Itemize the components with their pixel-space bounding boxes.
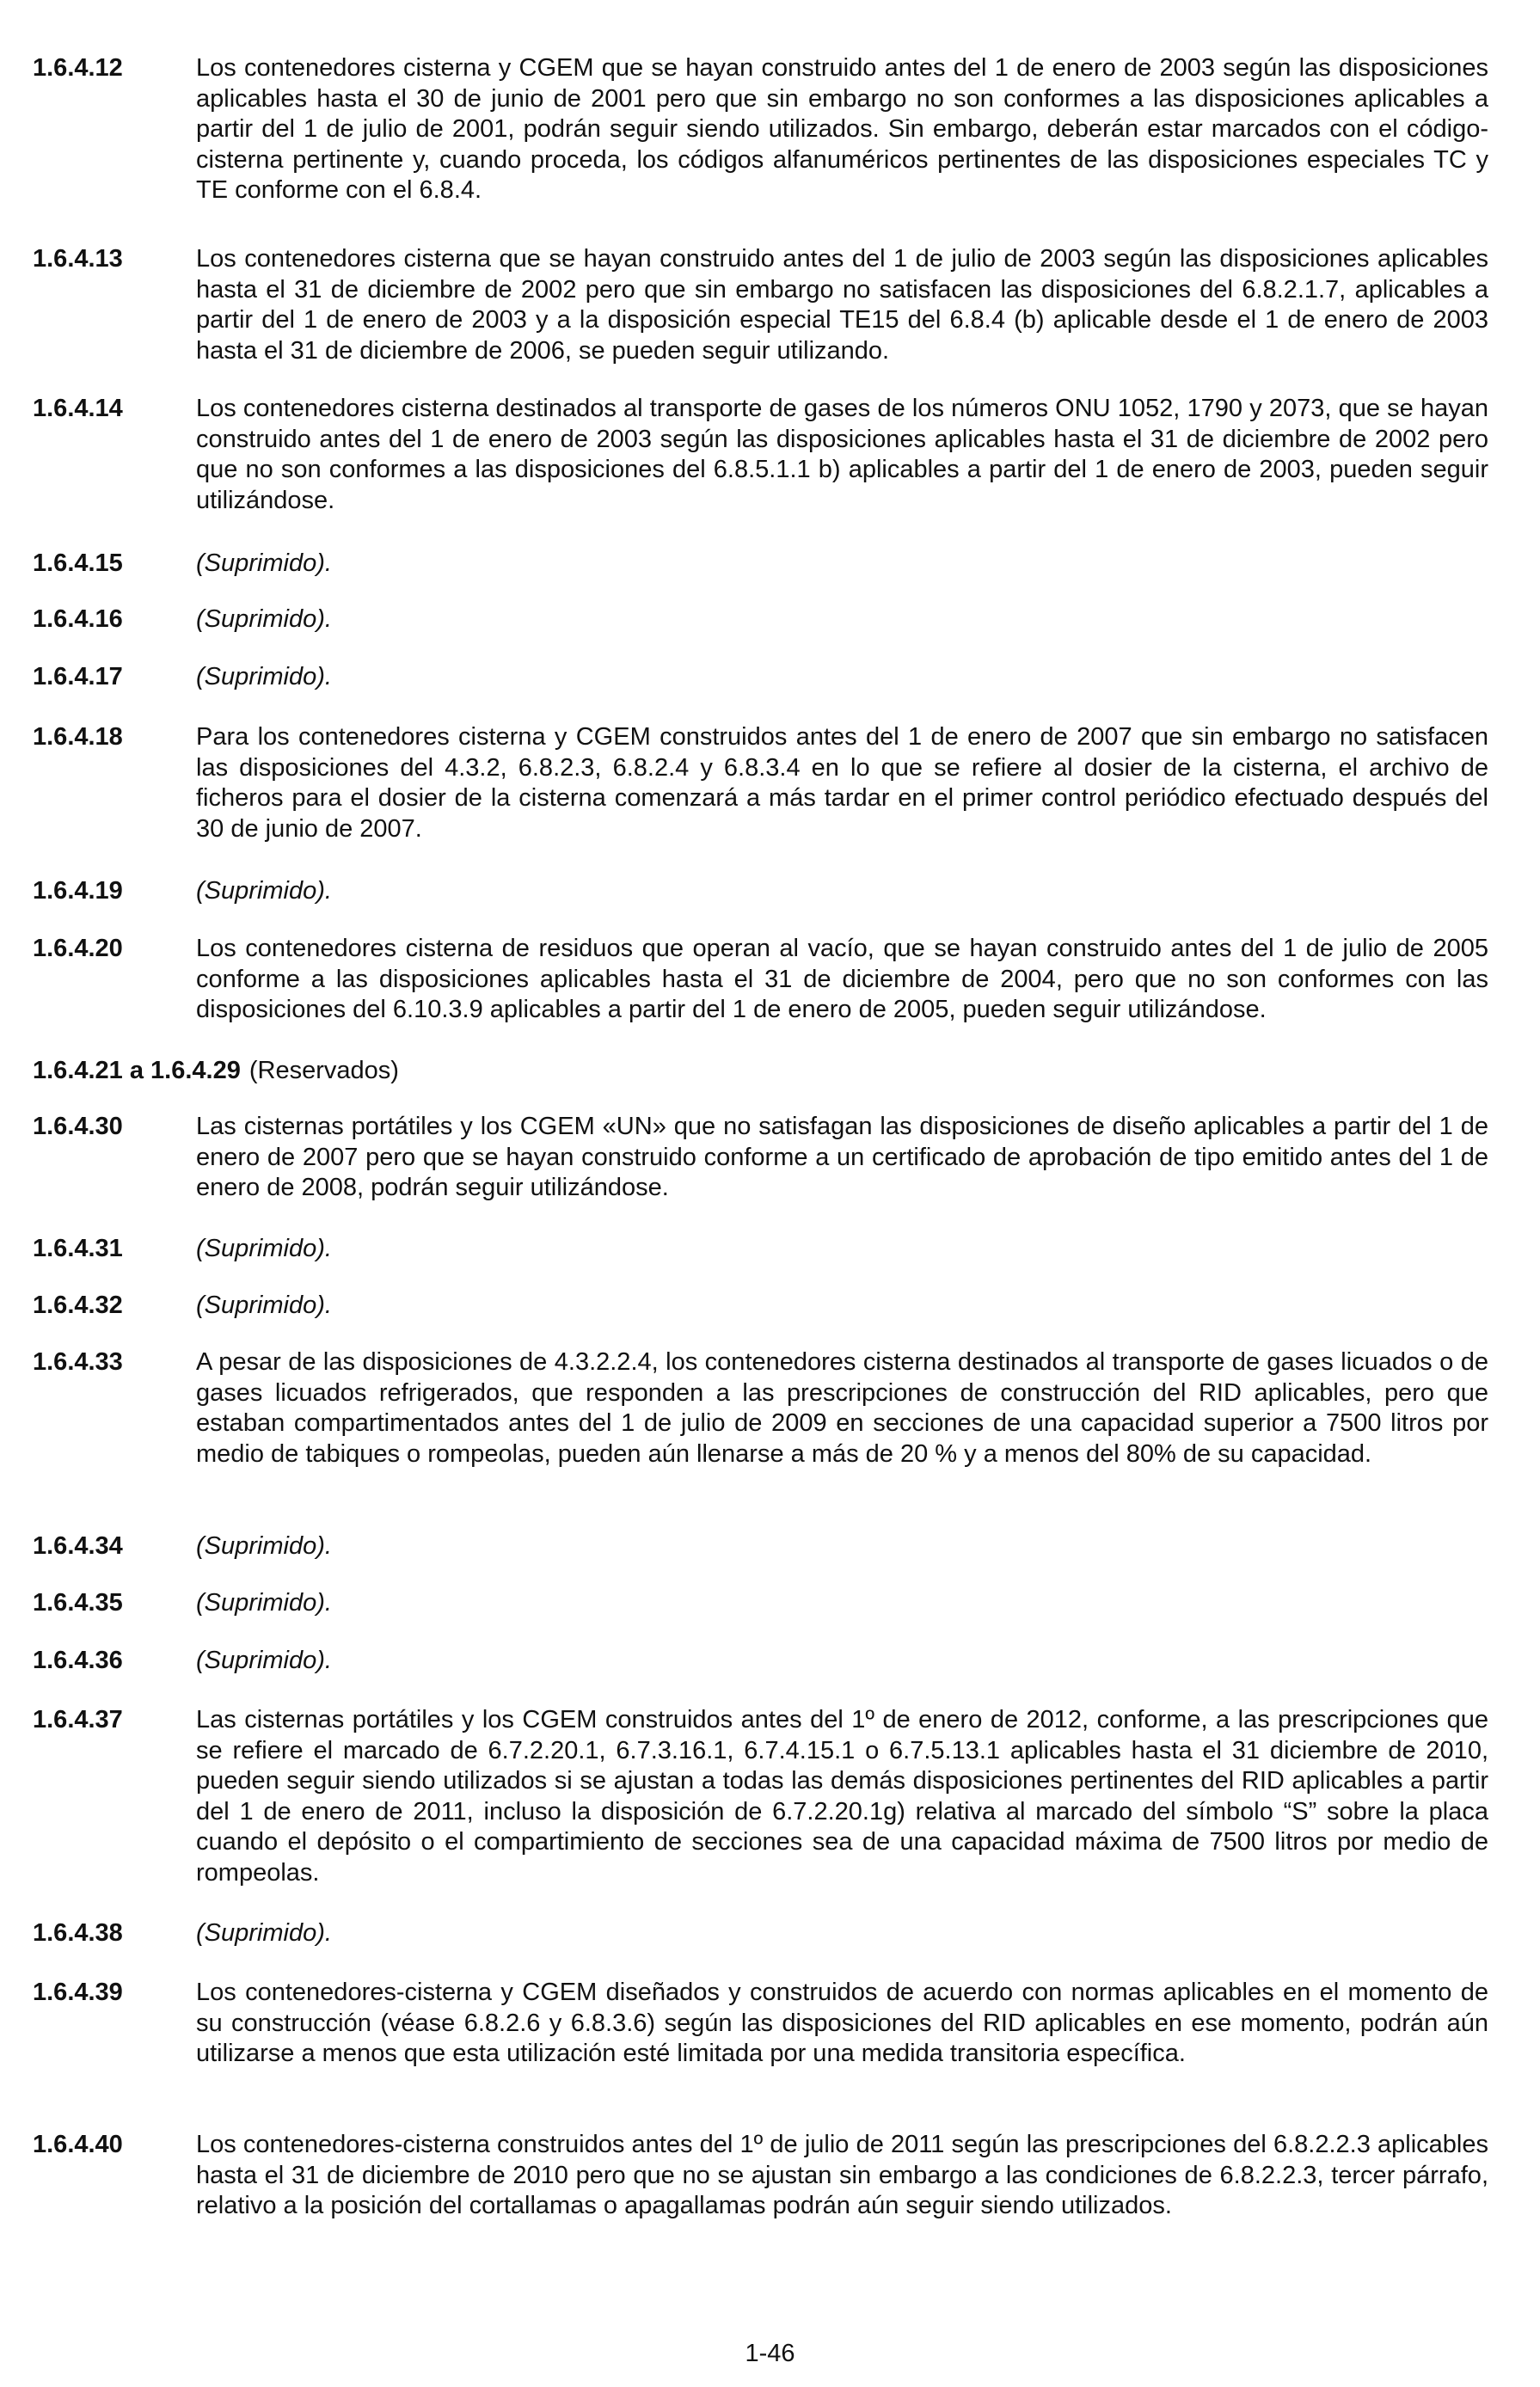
clause-text: (Suprimido).	[196, 1919, 332, 1947]
clause-number: 1.6.4.37	[33, 1706, 123, 1733]
clause-1-6-4-15	[33, 549, 1488, 580]
clause-1-6-4-16	[33, 604, 1488, 635]
clause-text: Los contenedores cisterna de residuos que operan al vacío, que se hayan construido antes del 1 de julio de 2005 conforme a las disposiciones aplicables hasta el 31 de diciembre de 2004, pero que no son conformes con las disposiciones del 6.10.3.9 aplicables a partir del 1 de enero de 2005, pueden seguir utilizándose.	[196, 935, 1488, 1023]
clause-number: 1.6.4.16	[33, 605, 123, 633]
clause-number: 1.6.4.39	[33, 1979, 123, 2006]
clause-text: Los contenedores cisterna y CGEM que se hayan construido antes del 1 de enero de 2003 según las disposiciones aplicables hasta el 30 de junio de 2001 pero que sin embargo no son conformes a las disposiciones aplicables a partir del 1 de julio de 2001, podrán seguir siendo utilizados. Sin embargo, deberán estar marcados con el código-cisterna pertinente y, cuando proceda, los códigos alfanuméricos pertinentes de las disposiciones especiales TC y TE conforme con el 6.8.4.	[196, 54, 1488, 204]
clause-1-6-4-32	[33, 1291, 1488, 1322]
clause-1-6-4-37	[33, 1705, 1488, 1888]
clause-1-6-4-39	[33, 1978, 1488, 2070]
clause-text: (Suprimido).	[196, 1235, 332, 1262]
clause-1-6-4-14	[33, 394, 1488, 516]
clause-number: 1.6.4.14	[33, 395, 123, 422]
clause-number: 1.6.4.17	[33, 663, 123, 690]
clause-text: (Suprimido).	[196, 663, 332, 690]
clause-number: 1.6.4.34	[33, 1532, 123, 1560]
clause-number: 1.6.4.35	[33, 1589, 123, 1617]
clause-number: 1.6.4.12	[33, 54, 123, 82]
clause-number: 1.6.4.21 a 1.6.4.29	[33, 1057, 241, 1084]
clause-1-6-4-31	[33, 1234, 1488, 1265]
clause-text: Los contenedores cisterna que se hayan construido antes del 1 de julio de 2003 según las disposiciones aplicables hasta el 31 de diciembre de 2002 pero que sin embargo no satisfacen las disposiciones del 6.8.2.1.7, aplicables a partir del 1 de enero de 2003 y a la disposición especial TE15 del 6.8.4 (b) aplicable desde el 1 de enero de 2003 hasta el 31 de diciembre de 2006, se pueden seguir utilizando.	[196, 245, 1488, 365]
clause-text: (Suprimido).	[196, 1292, 332, 1319]
clause-text: Las cisternas portátiles y los CGEM «UN» que no satisfagan las disposiciones de diseño aplicables a partir del 1 de enero de 2007 pero que se hayan construido conforme a un certificado de aprobación de tipo emitido antes del 1 de enero de 2008, podrán seguir utilizándose.	[196, 1113, 1488, 1201]
clause-number: 1.6.4.20	[33, 935, 123, 962]
clause-text: Los contenedores-cisterna construidos antes del 1º de julio de 2011 según las prescripciones del 6.8.2.2.3 aplicables hasta el 31 de diciembre de 2010 pero que no se ajustan sin embargo a las condiciones de 6.8.2.2.3, tercer párrafo, relativo a la posición del cortallamas o apagallamas podrán aún seguir siendo utilizados.	[196, 2131, 1488, 2219]
clause-1-6-4-17	[33, 662, 1488, 693]
clause-text: Las cisternas portátiles y los CGEM construidos antes del 1º de enero de 2012, conforme, a las prescripciones que se refiere el marcado de 6.7.2.20.1, 6.7.3.16.1, 6.7.4.15.1 o 6.7.5.13.1 aplicables hasta el 31 diciembre de 2010, pueden seguir siendo utilizados si se ajustan a todas las demás disposiciones pertinentes del RID aplicables a partir del 1 de enero de 2011, incluso la disposición de 6.7.2.20.1g) relativa al marcado del símbolo “S” sobre la placa cuando el depósito o el compartimiento de secciones sea de una capacidad máxima de 7500 litros por medio de rompeolas.	[196, 1706, 1488, 1887]
clause-number: 1.6.4.32	[33, 1292, 123, 1319]
clause-text: (Suprimido).	[196, 1589, 332, 1617]
clause-1-6-4-21-to-29	[33, 1056, 399, 1087]
clause-number: 1.6.4.33	[33, 1348, 123, 1376]
clause-text: (Suprimido).	[196, 877, 332, 905]
clause-text: A pesar de las disposiciones de 4.3.2.2.4, los contenedores cisterna destinados al transporte de gases licuados o de gases licuados refrigerados, que responden a las prescripciones de construcción del RID aplicables, pero que estaban compartimentados antes del 1 de julio de 2009 en secciones de una capacidad superior a 7500 litros por medio de tabiques o rompeolas, pueden aún llenarse a más de 20 % y a menos del 80% de su capacidad.	[196, 1348, 1488, 1468]
clause-number: 1.6.4.40	[33, 2131, 123, 2158]
clause-text: Los contenedores-cisterna y CGEM diseñados y construidos de acuerdo con normas aplicables en el momento de su construcción (véase 6.8.2.6 y 6.8.3.6) según las disposiciones del RID aplicables en ese momento, podrán aún utilizarse a menos que esta utilización esté limitada por una medida transitoria específica.	[196, 1979, 1488, 2067]
clause-text: (Suprimido).	[196, 549, 332, 577]
clause-1-6-4-13	[33, 244, 1488, 366]
clause-number: 1.6.4.15	[33, 549, 123, 577]
page-number: 1-46	[745, 2340, 795, 2367]
clause-number: 1.6.4.13	[33, 245, 123, 273]
clause-text: (Reservados)	[248, 1057, 399, 1084]
clause-number: 1.6.4.31	[33, 1235, 123, 1262]
clause-number: 1.6.4.36	[33, 1647, 123, 1674]
clause-text: Para los contenedores cisterna y CGEM construidos antes del 1 de enero de 2007 que sin embargo no satisfacen las disposiciones del 4.3.2, 6.8.2.3, 6.8.2.4 y 6.8.3.4 en lo que se refiere al dosier de la cisterna, el archivo de ficheros para el dosier de la cisterna comenzará a más tardar en el primer control periódico efectuado después del 30 de junio de 2007.	[196, 723, 1488, 843]
clause-number: 1.6.4.38	[33, 1919, 123, 1947]
clause-text: (Suprimido).	[196, 605, 332, 633]
clause-1-6-4-12	[33, 53, 1488, 206]
clause-text: Los contenedores cisterna destinados al transporte de gases de los números ONU 1052, 1790 y 2073, que se hayan construido antes del 1 de enero de 2003 según las disposiciones aplicables hasta el 31 de diciembre de 2002 pero que no son conformes a las disposiciones del 6.8.5.1.1 b) aplicables a partir del 1 de enero de 2003, pueden seguir utilizándose.	[196, 395, 1488, 514]
clause-1-6-4-40	[33, 2130, 1488, 2222]
clause-number: 1.6.4.19	[33, 877, 123, 905]
clause-1-6-4-38	[33, 1918, 1488, 1949]
clause-1-6-4-19	[33, 876, 1488, 907]
clause-1-6-4-35	[33, 1588, 1488, 1619]
clause-text: (Suprimido).	[196, 1532, 332, 1560]
clause-1-6-4-33	[33, 1347, 1488, 1470]
clause-1-6-4-30	[33, 1112, 1488, 1204]
clause-1-6-4-34	[33, 1531, 1488, 1562]
clause-1-6-4-36	[33, 1646, 1488, 1677]
clause-text: (Suprimido).	[196, 1647, 332, 1674]
clause-number: 1.6.4.30	[33, 1113, 123, 1140]
clause-1-6-4-20	[33, 934, 1488, 1026]
clause-number: 1.6.4.18	[33, 723, 123, 751]
clause-1-6-4-18	[33, 722, 1488, 844]
